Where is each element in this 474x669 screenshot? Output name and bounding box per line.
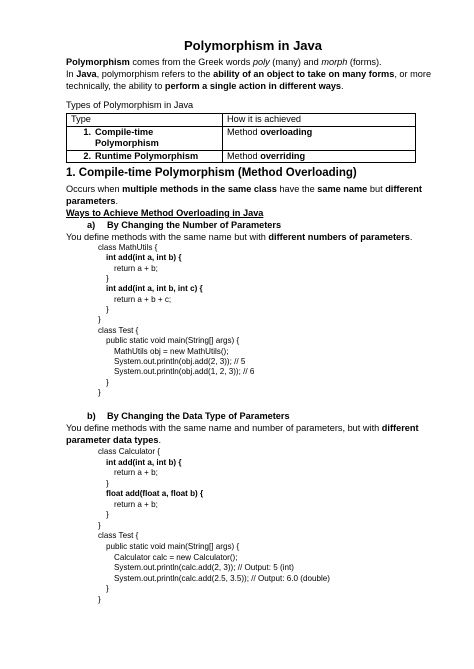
para-text: but bbox=[367, 184, 386, 194]
code-line: System.out.println(calc.add(2, 3)); // Output: 5 (int) bbox=[114, 563, 294, 572]
intro-morph: morph bbox=[321, 57, 348, 67]
page-title: Polymorphism in Java bbox=[184, 38, 322, 53]
para-text: . bbox=[115, 196, 119, 206]
intro-bold: ability of an object to take on many forms bbox=[213, 69, 395, 79]
para-bold: multiple methods in the same class bbox=[122, 184, 277, 194]
desc-text: You define methods with the same name but with bbox=[66, 232, 269, 242]
intro-text: technically, the ability to bbox=[66, 81, 165, 91]
code-line: System.out.println(obj.add(1, 2, 3)); // 6 bbox=[114, 367, 255, 376]
para-text: Occurs when bbox=[66, 184, 123, 194]
code-line: return a + b; bbox=[114, 500, 158, 509]
para-text: have the bbox=[276, 184, 318, 194]
intro-bold: perform a single action in different ways bbox=[164, 81, 342, 91]
row-type-line-2: Polymorphism bbox=[95, 138, 159, 148]
row-number: 1. bbox=[83, 126, 91, 137]
code-line: public static void main(String[] args) { bbox=[106, 336, 240, 345]
subsection-title: By Changing the Data Type of Parameters bbox=[107, 411, 290, 421]
ways-heading: Ways to Achieve Method Overloading in Java bbox=[66, 208, 264, 218]
code-line: } bbox=[98, 315, 101, 324]
desc-bold: different bbox=[381, 423, 419, 433]
code-line: MathUtils obj = new MathUtils(); bbox=[114, 347, 229, 356]
table-cell-how bbox=[223, 150, 416, 163]
how-prefix: Method bbox=[227, 126, 261, 137]
subsection-b-heading bbox=[87, 410, 290, 422]
intro-text: , polymorphism refers to the bbox=[96, 69, 214, 79]
subsection-a-heading bbox=[87, 219, 281, 231]
code-line: class Test { bbox=[98, 326, 139, 335]
row-type-line-1: Runtime Polymorphism bbox=[95, 150, 199, 161]
intro-text: , or more bbox=[394, 69, 432, 79]
subsection-label: b) bbox=[87, 411, 96, 421]
code-line: Calculator calc = new Calculator(); bbox=[114, 553, 238, 562]
desc-bold: different numbers of parameters bbox=[268, 232, 410, 242]
how-keyword: overriding bbox=[260, 150, 306, 161]
code-line: return a + b + c; bbox=[114, 295, 172, 304]
subsection-a-desc bbox=[66, 231, 412, 243]
intro-text: comes from the Greek words bbox=[129, 57, 253, 67]
row-type-line-1: Compile-time bbox=[95, 126, 154, 137]
code-line: } bbox=[106, 479, 109, 488]
table-cell-type bbox=[67, 126, 223, 150]
code-line: float add(float a, float b) { bbox=[106, 489, 204, 498]
code-line: System.out.println(calc.add(2.5, 3.5)); // Output: 6.0 (double) bbox=[114, 574, 330, 583]
intro-line-2 bbox=[66, 68, 431, 80]
subsection-title: By Changing the Number of Parameters bbox=[107, 220, 282, 230]
code-line: public static void main(String[] args) { bbox=[106, 542, 240, 551]
code-line: int add(int a, int b) { bbox=[106, 458, 182, 467]
intro-text: In bbox=[66, 69, 77, 79]
table-row bbox=[67, 126, 416, 150]
desc-text: . bbox=[409, 232, 413, 242]
table-header-type: Type bbox=[67, 114, 223, 127]
code-line: } bbox=[106, 274, 109, 283]
intro-line-1 bbox=[66, 56, 382, 68]
intro-term: Polymorphism bbox=[66, 57, 130, 67]
intro-text: . bbox=[341, 81, 344, 91]
intro-poly: poly bbox=[252, 57, 270, 67]
table-header-row bbox=[67, 114, 416, 127]
code-line: class Test { bbox=[98, 531, 139, 540]
code-line: } bbox=[98, 521, 101, 530]
table-cell-type bbox=[67, 150, 223, 163]
types-heading: Types of Polymorphism in Java bbox=[66, 100, 194, 110]
section-para-line-1 bbox=[66, 183, 422, 195]
code-line: } bbox=[98, 595, 101, 604]
code-line: } bbox=[106, 378, 109, 387]
subsection-label: a) bbox=[87, 220, 96, 230]
intro-text: (many) and bbox=[269, 57, 322, 67]
code-line: class MathUtils { bbox=[98, 243, 158, 252]
table-row bbox=[67, 150, 416, 163]
table-header-how: How it is achieved bbox=[223, 114, 416, 127]
desc-bold: parameter data types bbox=[66, 435, 159, 445]
section-para-line-2 bbox=[66, 195, 118, 207]
desc-text: . bbox=[158, 435, 161, 445]
intro-line-3 bbox=[66, 80, 344, 92]
intro-java: Java bbox=[76, 69, 97, 79]
intro-text: (forms). bbox=[347, 57, 382, 67]
code-line: } bbox=[106, 510, 109, 519]
desc-text: You define methods with the same name and number of parameters, but with bbox=[66, 423, 382, 433]
section-heading: 1. Compile-time Polymorphism (Method Overloading) bbox=[66, 167, 357, 179]
subsection-b-desc-2 bbox=[66, 434, 161, 446]
types-table bbox=[66, 113, 416, 163]
how-keyword: overloading bbox=[260, 126, 313, 137]
code-line: } bbox=[106, 584, 109, 593]
code-line: System.out.println(obj.add(2, 3)); // 5 bbox=[114, 357, 246, 366]
code-line: class Calculator { bbox=[98, 447, 161, 456]
row-number: 2. bbox=[83, 150, 91, 161]
subsection-b-desc-1 bbox=[66, 422, 419, 434]
para-bold: same name bbox=[317, 184, 368, 194]
code-line: return a + b; bbox=[114, 264, 158, 273]
code-line: return a + b; bbox=[114, 468, 158, 477]
para-bold: parameters bbox=[66, 196, 116, 206]
code-line: int add(int a, int b, int c) { bbox=[106, 284, 203, 293]
para-bold: different bbox=[385, 184, 422, 194]
how-prefix: Method bbox=[227, 150, 261, 161]
code-line: } bbox=[98, 388, 101, 397]
code-line: } bbox=[106, 305, 109, 314]
code-line: int add(int a, int b) { bbox=[106, 253, 182, 262]
table-cell-how bbox=[223, 126, 416, 150]
